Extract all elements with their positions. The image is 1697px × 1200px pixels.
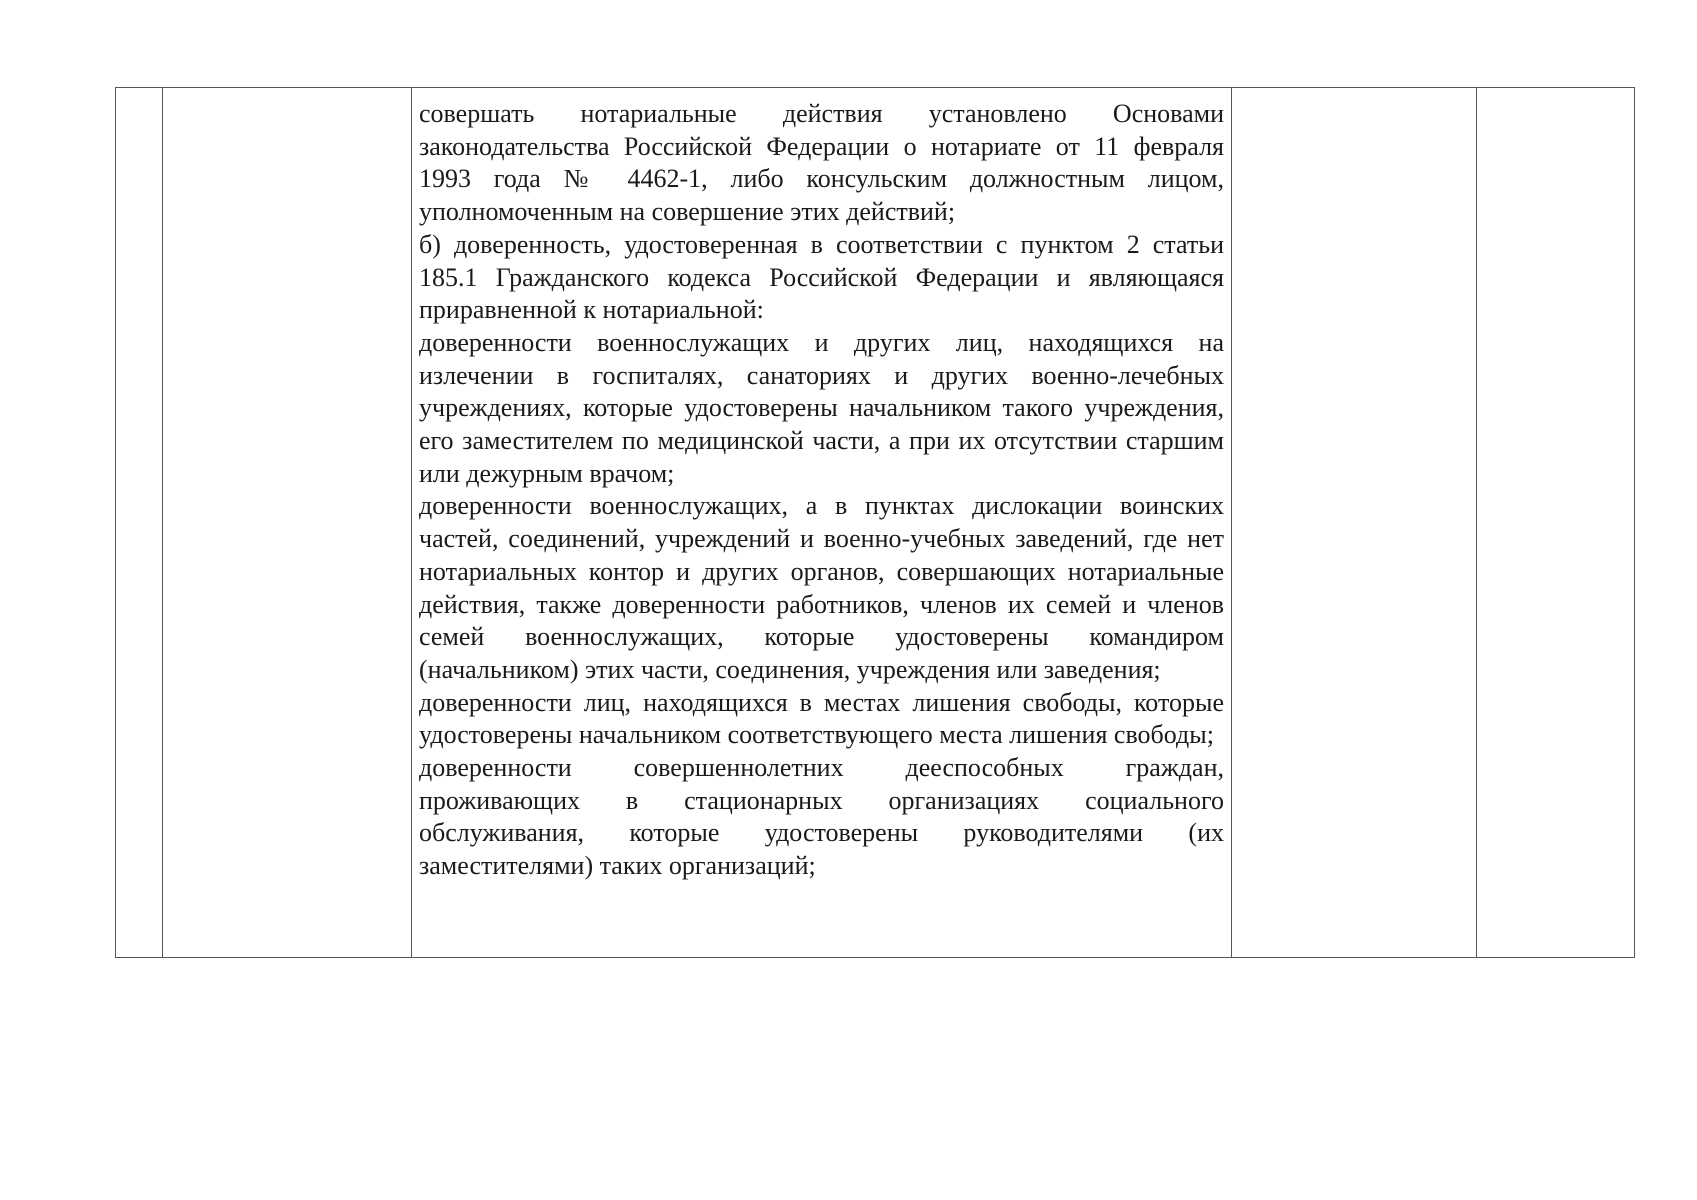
table-cell-text <box>412 88 1232 958</box>
paragraph: доверенности военнослужащих, а в пунктах дислокации воинских частей, соединений, учреждений и военно-учебных заведений, где нет нотариальных контор и других органов, совершающих нотариальные действия, также доверенности работников, членов их семей и членов семей военнослужащих, которые удостоверены командиром (начальником) этих части, соединения, учреждения или заведения; <box>419 491 1224 684</box>
paragraph: доверенности совершеннолетних дееспособных граждан, проживающих в стационарных организациях социального обслуживания, которые удостоверены руководителями (их заместителями) таких организаций; <box>419 753 1224 881</box>
table-cell-empty <box>1232 88 1477 958</box>
document-table <box>115 87 1635 958</box>
paragraph: доверенности лиц, находящихся в местах лишения свободы, которые удостоверены начальником соответствующего места лишения свободы; <box>419 687 1224 750</box>
table-cell-number <box>116 88 163 958</box>
paragraph: доверенности военнослужащих и других лиц, находящихся на излечении в госпиталях, санаториях и других военно-лечебных учреждениях, которые удостоверены начальником такого учреждения, его заместителем по медицинской части, а при их отсутствии старшим или дежурным врачом; <box>419 327 1224 488</box>
table-cell-empty <box>163 88 412 958</box>
paragraph: совершать нотариальные действия установлено Основами законодательства Российской Федерации о нотариате от 11 февраля 1993 года № 4462-1, либо консульским должностным лицом, уполномоченным на совершение этих действий; <box>419 99 1224 227</box>
paragraph: б) доверенность, удостоверенная в соответствии с пунктом 2 статьи 185.1 Гражданского кодекса Российской Федерации и являющаяся приравненной к нотариальной: <box>419 229 1224 325</box>
table-row <box>116 88 1635 958</box>
table-cell-empty <box>1477 88 1635 958</box>
